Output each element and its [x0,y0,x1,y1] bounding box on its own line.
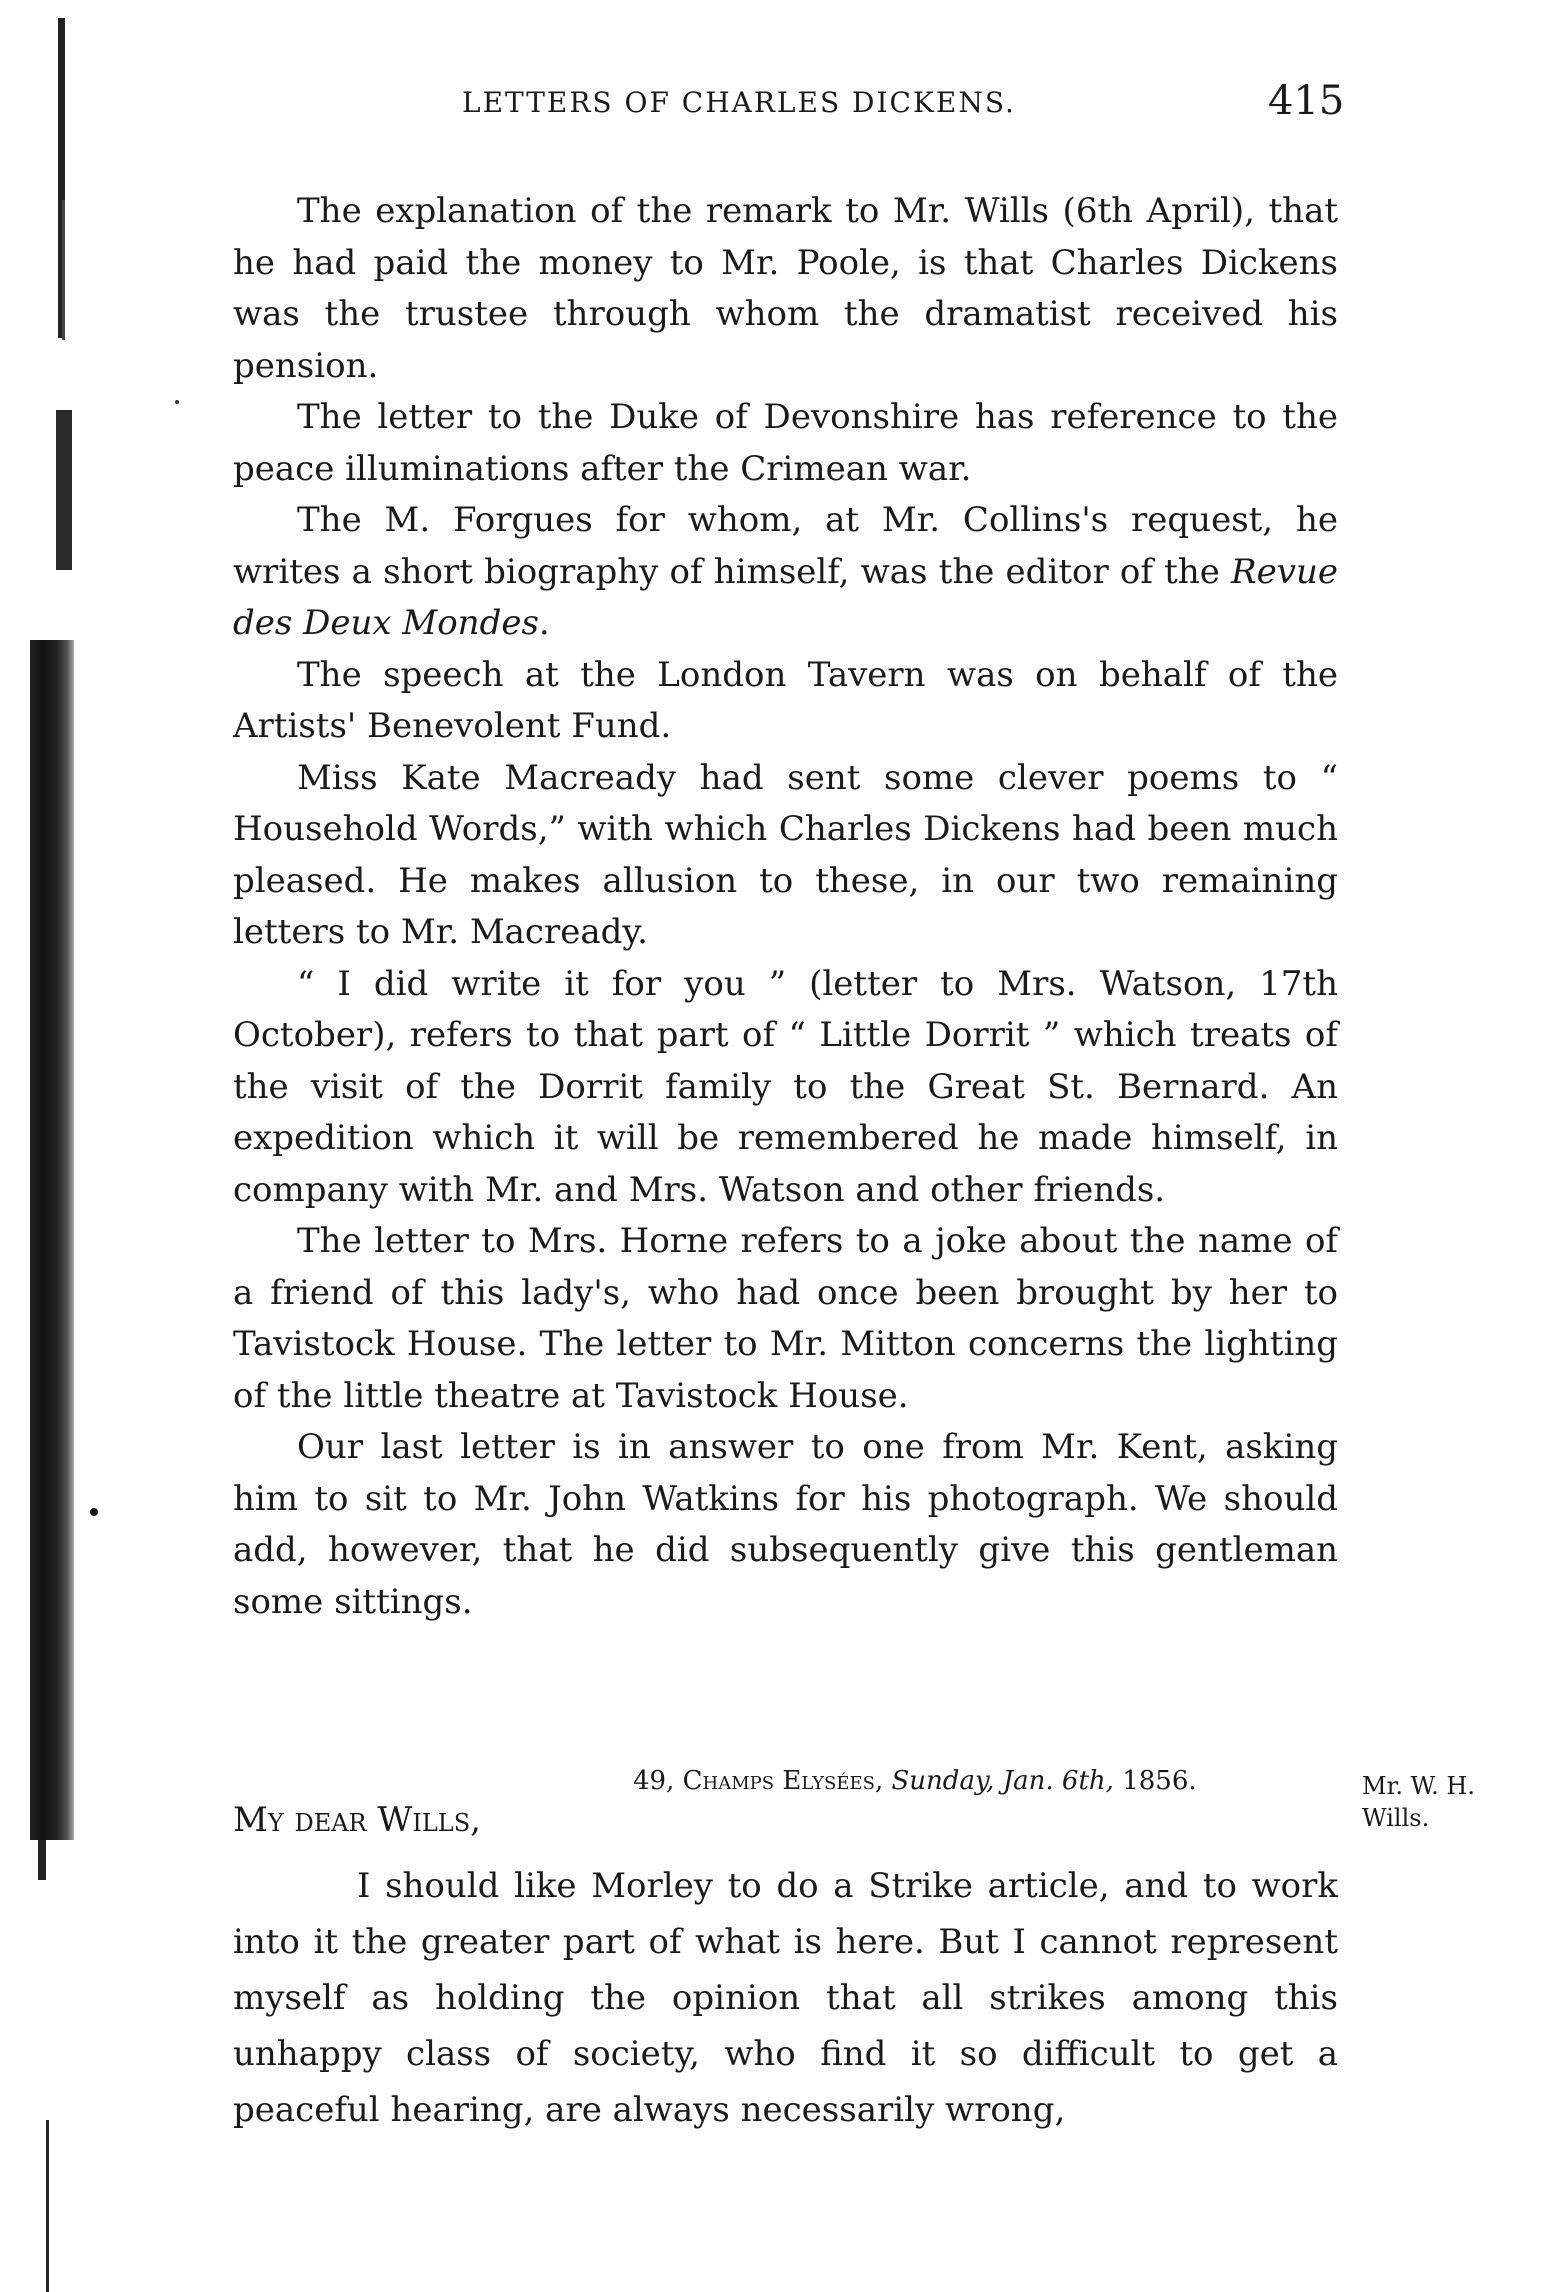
letter-salutation: My dear Wills, [233,1800,481,1840]
page-number: 415 [1268,78,1345,124]
scan-speck [175,400,179,404]
paragraph-text: . [538,603,550,643]
scan-edge-artifact [38,1840,46,1880]
margin-note [1362,1770,1475,1834]
scan-edge-artifact [56,410,72,570]
letter-dateline [633,1766,1197,1796]
margin-note-line: Wills. [1362,1804,1430,1832]
scan-edge-artifact [62,200,65,340]
date-month-day: Jan. 6th, [1002,1766,1114,1796]
date-day: Sunday, [891,1766,995,1796]
paragraph: The explanation of the remark to Mr. Wills (6th April), that he had paid the money to Mr. Poole, is that Charles Dickens was the trustee through whom the dramatist received his pension. [233,191,1338,386]
paragraph: The letter to Mrs. Horne refers to a joke about the name of a friend of this lady's, who had once been brought by her to Tavistock House. The letter to Mr. Mitton concerns the lighting of the little theatre at Tavistock House. [233,1221,1338,1416]
date-year: 1856. [1122,1766,1197,1796]
paragraph: The speech at the London Tavern was on behalf of the Artists' Benevolent Fund. [233,654,1338,746]
periodical-title: Revue des Deux Mondes [233,551,1338,643]
letter-paragraph: I should like Morley to do a Strike article, and to work into it the greater part of what is here. But I cannot represent myself as holding the opinion that all strikes among this unhappy class of society, who find it so difficult to get a peaceful hearing, are always necessarily wrong, [233,1866,1338,2130]
paragraph-text: The M. Forgues for whom, at Mr. Collins's request, he writes a short biography of himself, was the editor of the [233,500,1338,592]
scan-edge-artifact [46,2120,49,2292]
margin-note-line: Mr. W. H. [1362,1772,1475,1800]
letter-body [233,1858,1338,2138]
paragraph: The letter to the Duke of Devonshire has reference to the peace illuminations after the Crimean war. [233,397,1338,489]
address-number: 49, [633,1766,675,1796]
scan-speck [90,1508,98,1516]
commentary-body [233,186,1338,1628]
paragraph: “ I did write it for you ” (letter to Mrs. Watson, 17th October), refers to that part of “ Little Dorrit ” which treats of the visit of the Dorrit family to the Great St. Bernard. An expedition which it will be remembered he made himself, in company with Mr. and Mrs. Watson and other friends. [233,963,1338,1210]
address-street: Champs Elysées, [682,1766,884,1796]
running-head: LETTERS OF CHARLES DICKENS. [462,86,1016,119]
scan-edge-artifact [30,640,74,1840]
paragraph: Miss Kate Macready had sent some clever poems to “ Household Words,” with which Charles Dickens had been much pleased. He makes allusion to these, in our two remaining letters to Mr. Macready. [233,757,1338,952]
paragraph [233,495,1338,650]
paragraph: Our last letter is in answer to one from Mr. Kent, asking him to sit to Mr. John Watkins for his photograph. We should add, however, that he did subsequently give this gentleman some sittings. [233,1427,1338,1622]
